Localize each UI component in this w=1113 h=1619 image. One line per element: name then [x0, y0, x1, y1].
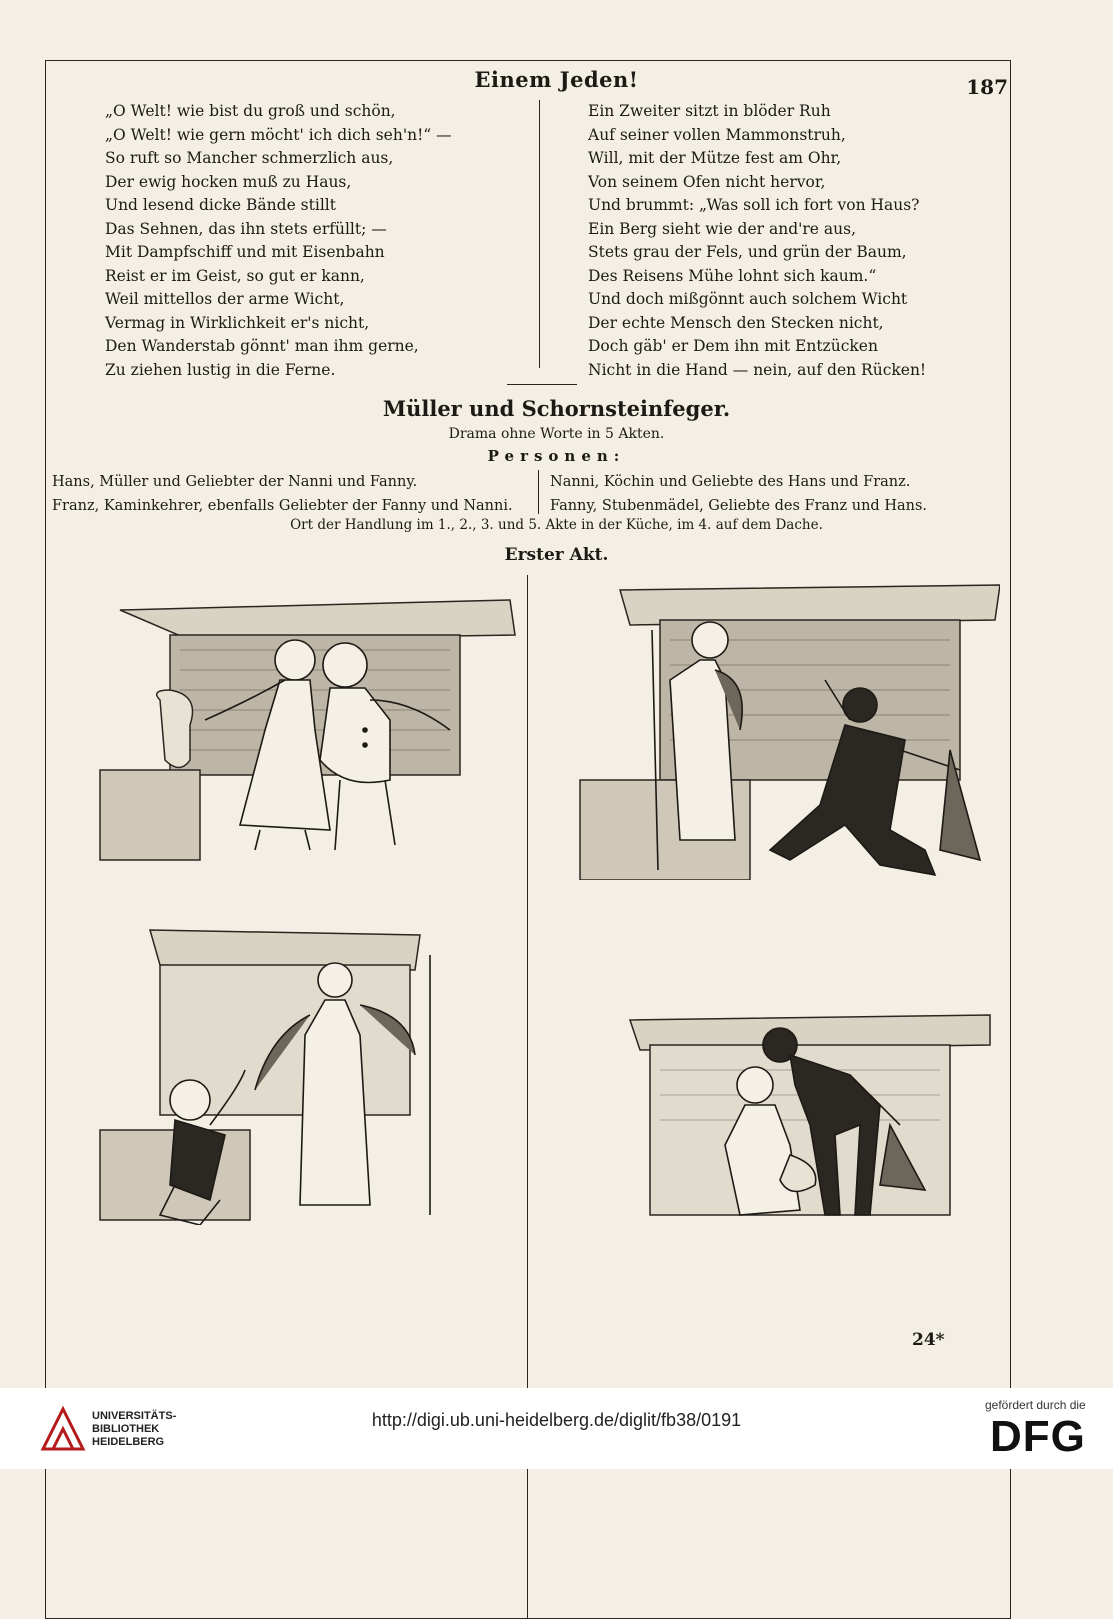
poem-line: Der ewig hocken muß zu Haus,: [105, 172, 352, 191]
poem-line: Nicht in die Hand — nein, auf den Rücken!: [588, 360, 927, 379]
funder-logo: DFG: [990, 1412, 1086, 1461]
poem-line: Weil mittellos der arme Wicht,: [105, 290, 345, 308]
poem-line: Stets grau der Fels, und grün der Baum,: [588, 243, 907, 261]
poem-line: Und lesend dicke Bände stillt: [105, 196, 336, 214]
poem-line: Von seinem Ofen nicht hervor,: [588, 172, 826, 191]
act-heading: Erster Akt.: [504, 545, 609, 565]
page-number: 187: [966, 75, 1008, 99]
illustration-panel-3: [90, 925, 520, 1225]
personen-heading: Personen:: [487, 447, 626, 465]
poem-line: Zu ziehen lustig in die Ferne.: [105, 360, 336, 379]
cast-column-divider: [538, 470, 539, 514]
signature-mark: 24*: [912, 1330, 945, 1350]
cast-entry: Fanny, Stubenmädel, Geliebte des Franz und Hans.: [550, 498, 927, 514]
poem-line: Und brummt: „Was soll ich fort von Haus?: [588, 196, 920, 214]
poem-column-divider: [539, 100, 540, 368]
poem-line: Auf seiner vollen Mammonstruh,: [588, 125, 846, 144]
poem-line: Des Reisens Mühe lohnt sich kaum.“: [588, 266, 877, 285]
frame-top-rule: [45, 60, 1011, 61]
poem-line: Und doch mißgönnt auch solchem Wicht: [588, 290, 908, 308]
illustration-panel-2: [540, 580, 1000, 880]
frame-right-rule: [1010, 60, 1011, 1618]
poem-line: Mit Dampfschiff und mit Eisenbahn: [105, 243, 385, 261]
place-of-action: Ort der Handlung im 1., 2., 3. und 5. Akte in der Küche, im 4. auf dem Dache.: [290, 517, 823, 533]
section-divider: [507, 384, 577, 385]
poem-line: „O Welt! wie bist du groß und schön,: [105, 102, 396, 120]
cast-entry: Franz, Kaminkehrer, ebenfalls Geliebter der Fanny und Nanni.: [52, 498, 513, 514]
poem-line: Ein Berg sieht wie der and're aus,: [588, 219, 857, 238]
frame-left-rule: [45, 60, 46, 1618]
poem-line: So ruft so Mancher schmerzlich aus,: [105, 149, 394, 167]
drama-subtitle: Drama ohne Worte in 5 Akten.: [448, 426, 665, 442]
poem-line: Der echte Mensch den Stecken nicht,: [588, 313, 884, 332]
library-name-line: UNIVERSITÄTS-: [92, 1410, 177, 1422]
illustration-panel-4: [540, 925, 1000, 1225]
cast-entry: Hans, Müller und Geliebter der Nanni und Fanny.: [52, 474, 418, 490]
cast-left-column: [52, 470, 513, 518]
poem-line: Den Wanderstab gönnt' man ihm gerne,: [105, 337, 419, 355]
library-name-line: HEIDELBERG: [92, 1436, 165, 1448]
illustration-panel-1: [90, 580, 520, 880]
poem-line: Reist er im Geist, so gut er kann,: [105, 266, 365, 285]
funding-note: gefördert durch die: [985, 1398, 1086, 1412]
poem-line: Doch gäb' er Dem ihn mit Entzücken: [588, 337, 878, 355]
poem-line: „O Welt! wie gern möcht' ich dich seh'n!“ —: [105, 125, 452, 144]
poem-line: Das Sehnen, das ihn stets erfüllt; —: [105, 219, 387, 238]
page-title: Einem Jeden!: [474, 67, 639, 92]
poem-left-column: [105, 100, 452, 382]
cast-entry: Nanni, Köchin und Geliebte des Hans und Franz.: [550, 474, 911, 490]
cast-right-column: [550, 470, 927, 518]
poem-line: Ein Zweiter sitzt in blöder Ruh: [588, 102, 831, 120]
source-url[interactable]: http://digi.ub.uni-heidelberg.de/diglit/fb38/0191: [371, 1410, 742, 1430]
poem-right-column: [588, 100, 926, 382]
poem-line: Will, mit der Mütze fest am Ohr,: [588, 149, 842, 167]
poem-line: Vermag in Wirklichkeit er's nicht,: [105, 313, 370, 332]
library-name-line: BIBLIOTHEK: [92, 1423, 160, 1435]
drama-title: Müller und Schornsteinfeger.: [382, 396, 731, 421]
